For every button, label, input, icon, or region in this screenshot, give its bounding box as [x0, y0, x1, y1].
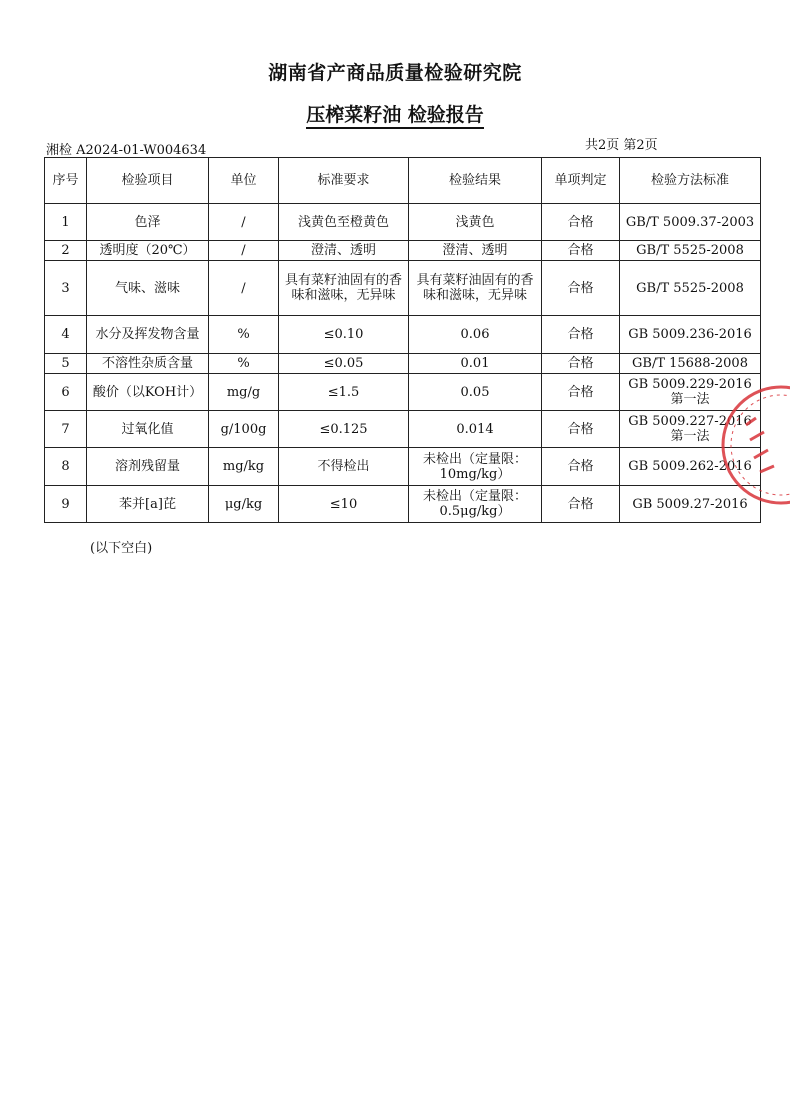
cell-item: 色泽	[87, 204, 209, 241]
cell-judgement: 合格	[542, 486, 620, 523]
col-header-result: 检验结果	[409, 158, 542, 204]
blank-below-note: (以下空白)	[90, 541, 153, 556]
cell-requirement: ≤1.5	[279, 374, 409, 411]
cell-unit: g/100g	[209, 411, 279, 448]
cell-seq: 6	[45, 374, 87, 411]
cell-seq: 9	[45, 486, 87, 523]
cell-seq: 3	[45, 261, 87, 316]
cell-method: GB/T 5525-2008	[620, 261, 761, 316]
cell-item: 透明度（20℃）	[87, 241, 209, 261]
cell-item: 溶剂残留量	[87, 448, 209, 486]
table-row	[45, 411, 761, 448]
cell-judgement: 合格	[542, 448, 620, 486]
cell-requirement: ≤0.05	[279, 354, 409, 374]
cell-seq: 4	[45, 316, 87, 354]
cell-unit: mg/g	[209, 374, 279, 411]
cell-result: 0.05	[409, 374, 542, 411]
cell-seq: 8	[45, 448, 87, 486]
cell-seq: 2	[45, 241, 87, 261]
table-row	[45, 241, 761, 261]
cell-result: 0.014	[409, 411, 542, 448]
table-row	[45, 448, 761, 486]
col-header-item: 检验项目	[87, 158, 209, 204]
cell-requirement: 具有菜籽油固有的香味和滋味，无异味	[279, 261, 409, 316]
inspection-results-table	[44, 157, 761, 523]
cell-method: GB/T 5525-2008	[620, 241, 761, 261]
table-row	[45, 316, 761, 354]
cell-method: GB 5009.236-2016	[620, 316, 761, 354]
cell-seq: 7	[45, 411, 87, 448]
cell-method: GB 5009.27-2016	[620, 486, 761, 523]
col-header-judgement: 单项判定	[542, 158, 620, 204]
cell-unit: mg/kg	[209, 448, 279, 486]
cell-requirement: 不得检出	[279, 448, 409, 486]
cell-judgement: 合格	[542, 241, 620, 261]
cell-unit: /	[209, 241, 279, 261]
cell-requirement: ≤0.10	[279, 316, 409, 354]
table-row	[45, 486, 761, 523]
cell-method: GB 5009.227-2016 第一法	[620, 411, 761, 448]
table-row	[45, 374, 761, 411]
cell-judgement: 合格	[542, 411, 620, 448]
table-row	[45, 261, 761, 316]
table-row	[45, 354, 761, 374]
cell-seq: 5	[45, 354, 87, 374]
cell-result: 未检出（定量限：10mg/kg）	[409, 448, 542, 486]
cell-item: 过氧化值	[87, 411, 209, 448]
cell-item: 水分及挥发物含量	[87, 316, 209, 354]
table-row	[45, 204, 761, 241]
cell-result: 0.06	[409, 316, 542, 354]
cell-seq: 1	[45, 204, 87, 241]
organization-name: 湖南省产商品质量检验研究院	[268, 62, 522, 84]
cell-judgement: 合格	[542, 316, 620, 354]
report-title-wrapper	[0, 100, 790, 127]
report-title: 压榨菜籽油 检验报告	[306, 104, 484, 129]
col-header-requirement: 标准要求	[279, 158, 409, 204]
cell-judgement: 合格	[542, 354, 620, 374]
cell-method: GB/T 15688-2008	[620, 354, 761, 374]
page-indicator: 共2页 第2页	[585, 138, 658, 153]
cell-result: 0.01	[409, 354, 542, 374]
cell-unit: %	[209, 316, 279, 354]
cell-item: 不溶性杂质含量	[87, 354, 209, 374]
cell-result: 澄清、透明	[409, 241, 542, 261]
cell-method: GB 5009.229-2016 第一法	[620, 374, 761, 411]
cell-method: GB 5009.262-2016	[620, 448, 761, 486]
cell-result: 具有菜籽油固有的香味和滋味，无异味	[409, 261, 542, 316]
cell-method: GB/T 5009.37-2003	[620, 204, 761, 241]
cell-judgement: 合格	[542, 204, 620, 241]
cell-item: 苯并[a]芘	[87, 486, 209, 523]
cell-requirement: ≤0.125	[279, 411, 409, 448]
col-header-method: 检验方法标准	[620, 158, 761, 204]
report-number: 湘检 A2024-01-W004634	[46, 143, 207, 158]
cell-judgement: 合格	[542, 374, 620, 411]
cell-requirement: 浅黄色至橙黄色	[279, 204, 409, 241]
cell-requirement: 澄清、透明	[279, 241, 409, 261]
cell-result: 浅黄色	[409, 204, 542, 241]
cell-result: 未检出（定量限：0.5μg/kg）	[409, 486, 542, 523]
cell-judgement: 合格	[542, 261, 620, 316]
col-header-unit: 单位	[209, 158, 279, 204]
cell-unit: %	[209, 354, 279, 374]
table-header-row	[45, 158, 761, 204]
cell-requirement: ≤10	[279, 486, 409, 523]
cell-unit: /	[209, 261, 279, 316]
cell-unit: μg/kg	[209, 486, 279, 523]
cell-unit: /	[209, 204, 279, 241]
cell-item: 气味、滋味	[87, 261, 209, 316]
cell-item: 酸价（以KOH计）	[87, 374, 209, 411]
col-header-seq: 序号	[45, 158, 87, 204]
